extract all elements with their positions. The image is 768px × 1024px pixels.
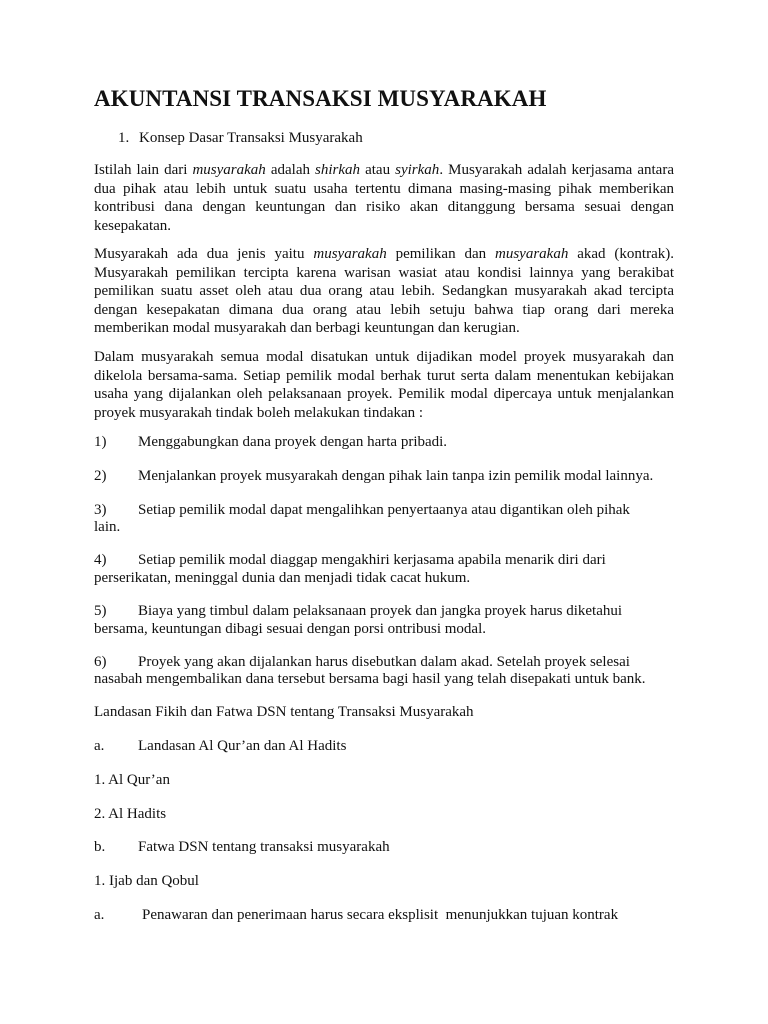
ijab-item: 1. Ijab dan Qobul: [94, 873, 199, 889]
text-run: Musyarakah ada dua jenis yaitu: [94, 246, 314, 262]
subsection-text: Penawaran dan penerimaan harus secara eksplisit menunjukkan tujuan kontrak: [142, 907, 619, 923]
subsection-b: [94, 838, 684, 856]
list-item-number: 2): [94, 468, 107, 484]
list-item: [94, 433, 684, 451]
list-item-text: Menjalankan proyek musyarakah dengan pihak lain tanpa izin pemilik modal lainnya.: [138, 468, 654, 484]
landasan-heading: Landasan Fikih dan Fatwa DSN tentang Transaksi Musyarakah: [94, 704, 474, 720]
subsection-label: b.: [94, 839, 106, 855]
section-label: Konsep Dasar Transaksi Musyarakah: [139, 130, 363, 146]
subsection-text: Fatwa DSN tentang transaksi musyarakah: [138, 839, 390, 855]
paragraph-istilah: [94, 161, 674, 235]
subsection-a-penawaran: [94, 906, 684, 924]
subsection-label: a.: [94, 907, 105, 923]
list-item-number: 6): [94, 654, 107, 670]
italic-term: musyarakah: [495, 246, 569, 262]
italic-term: syirkah: [395, 162, 440, 178]
italic-term: musyarakah: [313, 246, 387, 262]
paragraph-jenis-musyarakah: [94, 245, 674, 338]
list-item-text: Biaya yang timbul dalam pelaksanaan proyek dan jangka proyek harus diketahui: [138, 603, 623, 619]
list-item-continuation: perserikatan, meninggal dunia dan menjadi tidak cacat hukum.: [94, 570, 471, 586]
list-item: [94, 602, 684, 620]
paragraph-modal: Dalam musyarakah semua modal disatukan untuk dijadikan model proyek musyarakah dan dikelola bersama-sama. Setiap pemilik modal berhak turut serta dalam menentukan kebijakan usaha yang dijalankan oleh pelaksanaan proyek. Pemilik modal dipercaya untuk menjalankan proyek musyarakah tindak boleh melakukan tindakan :: [94, 349, 674, 421]
list-item-text: Setiap pemilik modal diaggap mengakhiri kerjasama apabila menarik diri dari: [138, 552, 606, 568]
subsection-text: Landasan Al Qur’an dan Al Hadits: [138, 738, 347, 754]
text-run: akad (kontrak). Musyarakah pemilikan tercipta karena warisan wasiat atau kondisi lainnya yang berakibat pemilikan suatu asset oleh atau dua orang atau lebih. Sedangkan musyarakah akad tercipta dengan kesepakatan dimana dua orang atau lebih setuju bahwa tiap orang dari mereka memberikan modal musyarakah dan berbagi keuntungan dan kerugian.: [94, 246, 674, 337]
text-run: . Musyarakah adalah kerjasama antara dua pihak atau lebih untuk suatu usaha tertentu dimana masing-masing pihak memberikan kontribusi dana dengan keuntungan dan risiko akan ditanggung bersama sesuai dengan kesepakatan.: [94, 162, 674, 234]
subsection-label: a.: [94, 738, 105, 754]
text-run: Istilah lain dari: [94, 162, 193, 178]
section-number: 1.: [118, 130, 130, 146]
list-item-text: Proyek yang akan dijalankan harus disebutkan dalam akad. Setelah proyek selesai: [138, 654, 630, 670]
list-item: [94, 551, 684, 569]
italic-term: shirkah: [315, 162, 361, 178]
list-item-continuation: bersama, keuntungan dibagi sesuai dengan porsi ontribusi modal.: [94, 621, 486, 637]
text-run: adalah: [265, 162, 316, 178]
italic-term: musyarakah: [192, 162, 266, 178]
text-run: pemilikan dan: [386, 246, 495, 262]
list-item: [94, 501, 684, 519]
list-item-continuation: lain.: [94, 519, 121, 535]
section-heading-konsep: [118, 130, 363, 147]
list-item-text: Menggabungkan dana proyek dengan harta pribadi.: [138, 434, 448, 450]
list-item-number: 3): [94, 502, 107, 518]
list-item-number: 5): [94, 603, 107, 619]
list-item-number: 4): [94, 552, 107, 568]
text-run: atau: [360, 162, 396, 178]
document-title: AKUNTANSI TRANSAKSI MUSYARAKAH: [94, 86, 547, 111]
list-item-continuation: nasabah mengembalikan dana tersebut bersama bagi hasil yang telah disepakati untuk bank.: [94, 671, 646, 687]
quran-item: 1. Al Qur’an: [94, 772, 170, 788]
list-item-number: 1): [94, 434, 107, 450]
list-item: [94, 653, 684, 671]
list-item: [94, 467, 684, 485]
hadits-item: 2. Al Hadits: [94, 806, 167, 822]
list-item-text: Setiap pemilik modal dapat mengalihkan penyertaanya atau digantikan oleh pihak: [138, 502, 630, 518]
subsection-a: [94, 737, 684, 755]
